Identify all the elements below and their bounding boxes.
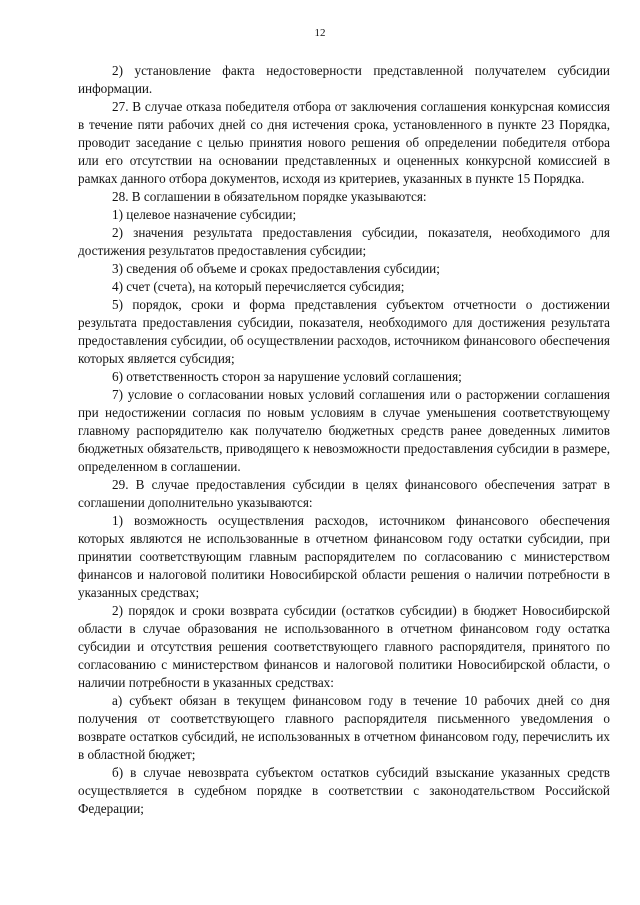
paragraph-28-item-5: 5) порядок, сроки и форма представления субъектом отчетности о достижении результата предоставления субсидии, показателя, необходимого для достижения результата предоставления субсидии, об осуществлении расходов, источником финансового обеспечения которых является субсидия; <box>78 297 610 366</box>
paragraph-28-item-2: 2) значения результата предоставления субсидии, показателя, необходимого для достижения результатов предоставления субсидии; <box>78 225 610 258</box>
document-body <box>78 62 610 818</box>
paragraph-27: 27. В случае отказа победителя отбора от заключения соглашения конкурсная комиссия в течение пяти рабочих дней со дня истечения срока, установленного в пункте 23 Порядка, проводит заседание с целью принятия нового решения об определении победителя отбора или его отсутствии на основании представленных и оцененных конкурсной комиссией в рамках данного отбора документов, исходя из критериев, указанных в пункте 15 Порядка. <box>78 99 610 186</box>
paragraph-29-item-1: 1) возможность осуществления расходов, источником финансового обеспечения которых являются не использованные в отчетном финансовом году остатки субсидии, при принятии соответствующим главным распорядителем по согласованию с министерством финансов и налоговой политики Новосибирской области решения о наличии потребности в указанных средствах; <box>78 513 610 600</box>
paragraph-29-subitem-a: а) субъект обязан в текущем финансовом году в течение 10 рабочих дней со дня получения от соответствующего главного распорядителя письменного уведомления о возврате остатков субсидий, не использованных в отчетном финансовом году, перечислить их в областной бюджет; <box>78 693 610 762</box>
paragraph-29-subitem-b: б) в случае невозврата субъектом остатков субсидий взыскание указанных средств осуществляется в судебном порядке в соответствии с законодательством Российской Федерации; <box>78 765 610 816</box>
paragraph-28-item-6: 6) ответственность сторон за нарушение условий соглашения; <box>112 369 462 384</box>
paragraph-28-item-1: 1) целевое назначение субсидии; <box>112 207 297 222</box>
paragraph-28-item-7: 7) условие о согласовании новых условий соглашения или о расторжении соглашения при недостижении согласия по новым условиям в случае уменьшения соответствующему главному распорядителю как получателю бюджетных средств ранее доведенных лимитов бюджетных обязательств, приводящего к невозможности предоставления субсидии в размере, определенном в соглашении. <box>78 387 610 474</box>
paragraph-28: 28. В соглашении в обязательном порядке указываются: <box>112 189 427 204</box>
paragraph-28-item-4: 4) счет (счета), на который перечисляется субсидия; <box>112 279 405 294</box>
paragraph-item-2-verification: 2) установление факта недостоверности представленной получателем субсидии информации. <box>78 63 610 96</box>
page-number: 12 <box>314 27 326 39</box>
paragraph-28-item-3: 3) сведения об объеме и сроках предоставления субсидии; <box>112 261 440 276</box>
paragraph-29: 29. В случае предоставления субсидии в целях финансового обеспечения затрат в соглашении дополнительно указываются: <box>78 477 610 510</box>
paragraph-29-item-2: 2) порядок и сроки возврата субсидии (остатков субсидии) в бюджет Новосибирской области в случае образования не использованного в отчетном финансовом году остатка субсидии и отсутствия решения соответствующего главного распорядителя, принятого по согласованию с министерством финансов и налоговой политики Новосибирской области, о наличии потребности в указанных средствах: <box>78 603 610 690</box>
